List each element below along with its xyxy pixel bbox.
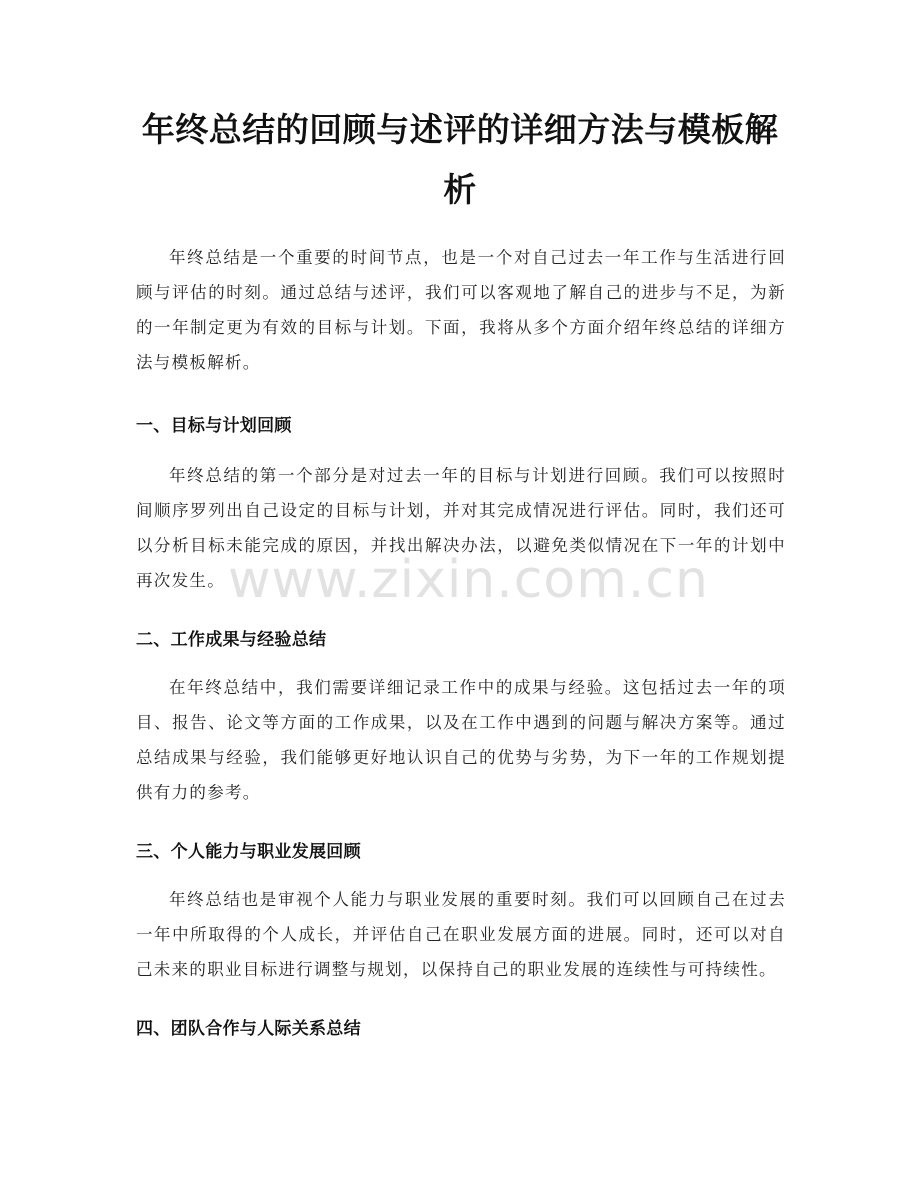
section-body-achievements: 在年终总结中，我们需要详细记录工作中的成果与经验。这包括过去一年的项目、报告、论文等方面的工作成果，以及在工作中遇到的问题与解决方案等。通过总结成果与经验，我们能够更好地认识自己的优势与劣势，为下一年的工作规划提供有力的参考。 (136, 678, 786, 802)
document-body (136, 240, 786, 1041)
watermark: www.zixin.com.cn (228, 550, 709, 610)
section-heading-teamwork: 四、团队合作与人际关系总结 (136, 1019, 361, 1039)
section-heading-career: 三、个人能力与职业发展回顾 (136, 842, 361, 862)
section-heading-achievements: 二、工作成果与经验总结 (136, 630, 327, 650)
section-body-career: 年终总结也是审视个人能力与职业发展的重要时刻。我们可以回顾自己在过去一年中所取得的个人成长，并评估自己在职业发展方面的进展。同时，还可以对自己未来的职业目标进行调整与规划，以保持自己的职业发展的连续性与可持续性。 (136, 890, 786, 979)
intro-paragraph: 年终总结是一个重要的时间节点，也是一个对自己过去一年工作与生活进行回顾与评估的时刻。通过总结与述评，我们可以客观地了解自己的进步与不足，为新的一年制定更为有效的目标与计划。下面，我将从多个方面介绍年终总结的详细方法与模板解析。 (136, 248, 786, 372)
section-body-goals: 年终总结的第一个部分是对过去一年的目标与计划进行回顾。我们可以按照时间顺序罗列出自己设定的目标与计划，并对其完成情况进行评估。同时，我们还可以分析目标未能完成的原因，并找出解决办法，以避免类似情况在下一年的计划中再次发生。 (136, 466, 786, 590)
section-heading-goals: 一、目标与计划回顾 (136, 416, 292, 436)
page-title: 年终总结的回顾与述评的详细方法与模板解析 (141, 110, 779, 209)
